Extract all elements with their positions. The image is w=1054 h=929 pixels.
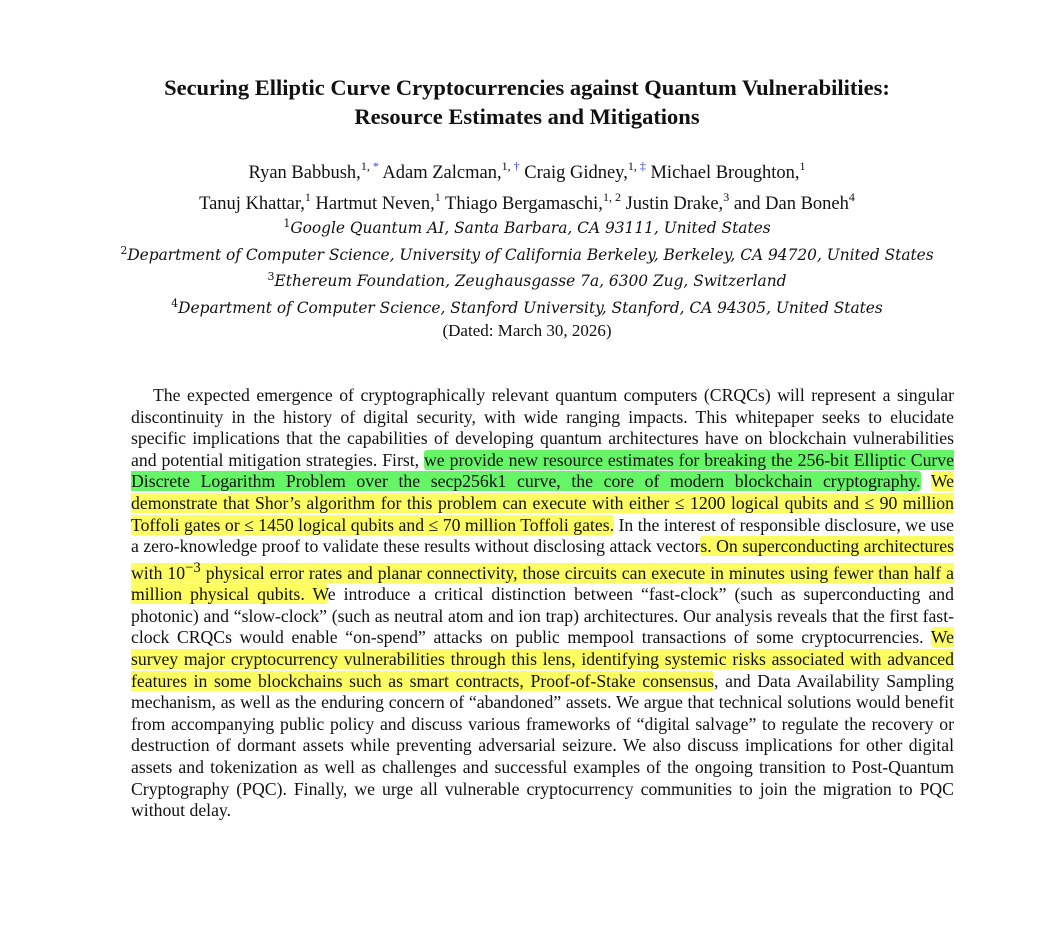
affiliation: $^4$Department of Computer Science, Stanford University, Stanford, CA 94305, United States — [171, 296, 883, 317]
footnote-mark[interactable]: * — [372, 159, 379, 173]
footnote-mark[interactable]: ‡ — [639, 159, 646, 173]
author-list — [40, 155, 1014, 217]
author: and Dan Boneh$^4$ — [733, 190, 855, 215]
highlight-yellow[interactable]: We demonstrate that Shor’s algorithm for this problem can execute with either ≤ 1200 logical qubits and ≤ 90 million Toffoli gates or ≤ 1450 logical qubits and ≤ 70 million Toffoli gates. — [131, 471, 955, 535]
abstract-text: , and Data Availability Sampling mechanism, as well as the enduring concern of “abandoned” assets. We argue that technical solutions would benefit from accompanying public policy and discuss various frameworks of “digital salvage” to regulate the recovery or destruction of dormant assets while preventing adversarial seizure. We also discuss implications for other digital assets and tokenization as well as challenges and successful examples of the ongoing transition to Post-Quantum Cryptography (PQC). Finally, we urge all vulnerable cryptocurrency communities to join the migration to PQC without delay. — [131, 670, 954, 821]
author: Adam Zalcman,$^{1,}$ † — [382, 159, 520, 184]
author: Tanuj Khattar,$^1$ — [199, 190, 311, 215]
footnote-mark[interactable]: † — [513, 159, 520, 173]
abstract-text: The expected emergence of cryptographically relevant quantum computers (CRQCs) will represent a singular discontinuity in the history of digital security, with wide ranging impacts. This whitepaper seeks to elucidate specific implications that the capabilities of developing quantum architectures have on blockchain vulnerabilities and potential mitigation strategies. First, — [131, 385, 954, 470]
abstract-text: e introduce a critical distinction between “fast-clock” (such as superconducting and photonic) and “slow-clock” (such as neutral atom and ion trap) architectures. Our analysis reveals that the first fast-clock CRQCs would enable “on-spend” attacks on public mempool transactions of some cryptocurrencies. — [131, 584, 954, 648]
affiliations — [40, 213, 1014, 341]
affiliation: $^3$Ethereum Foundation, Zeughausgasse 7a, 6300 Zug, Switzerland — [267, 270, 787, 291]
highlight-yellow[interactable]: We survey major cryptocurrency vulnerabilities through this lens, identifying systemic risks associated with advanced features in some blockchains such as smart contracts, Proof-of-Stake consensus — [131, 627, 954, 691]
abstract — [131, 385, 954, 822]
highlight-green[interactable]: we provide new resource estimates for breaking the 256-bit Elliptic Curve Discrete Logarithm Problem over the secp256k1 curve, the core of modern blockchain cryptography. — [131, 449, 954, 492]
author-line-1 — [40, 155, 1014, 186]
author: Ryan Babbush,$^{1,}$ * — [248, 159, 379, 184]
abstract-text — [921, 471, 931, 491]
title-line-2: Resource Estimates and Mitigations — [354, 104, 700, 129]
highlight-yellow[interactable]: s. On superconducting architectures with $10^{-3}$ physical error rates and planar connectivity, those circuits can execute in minutes using fewer than half a million physical qubits. W — [131, 536, 954, 605]
paper-title — [60, 73, 994, 131]
author: Hartmut Neven,$^1$ — [315, 190, 441, 215]
affiliation: $^1$Google Quantum AI, Santa Barbara, CA 93111, United States — [283, 217, 771, 238]
author: Craig Gidney,$^{1,}$ ‡ — [524, 159, 646, 184]
affiliation: $^2$Department of Computer Science, University of California Berkeley, Berkeley, CA 94720, United States — [120, 243, 934, 264]
author: Thiago Bergamaschi,$^{1, 2}$ — [445, 190, 621, 215]
author: Justin Drake,$^3$ — [625, 190, 730, 215]
author: Michael Broughton,$^1$ — [650, 159, 806, 184]
date-line: (Dated: March 30, 2026) — [442, 320, 612, 340]
title-line-1: Securing Elliptic Curve Cryptocurrencies against Quantum Vulnerabilities: — [164, 75, 890, 100]
abstract-text: In the interest of responsible disclosure, we use a zero-knowledge proof to validate these results without disclosing attack vector — [131, 514, 954, 557]
